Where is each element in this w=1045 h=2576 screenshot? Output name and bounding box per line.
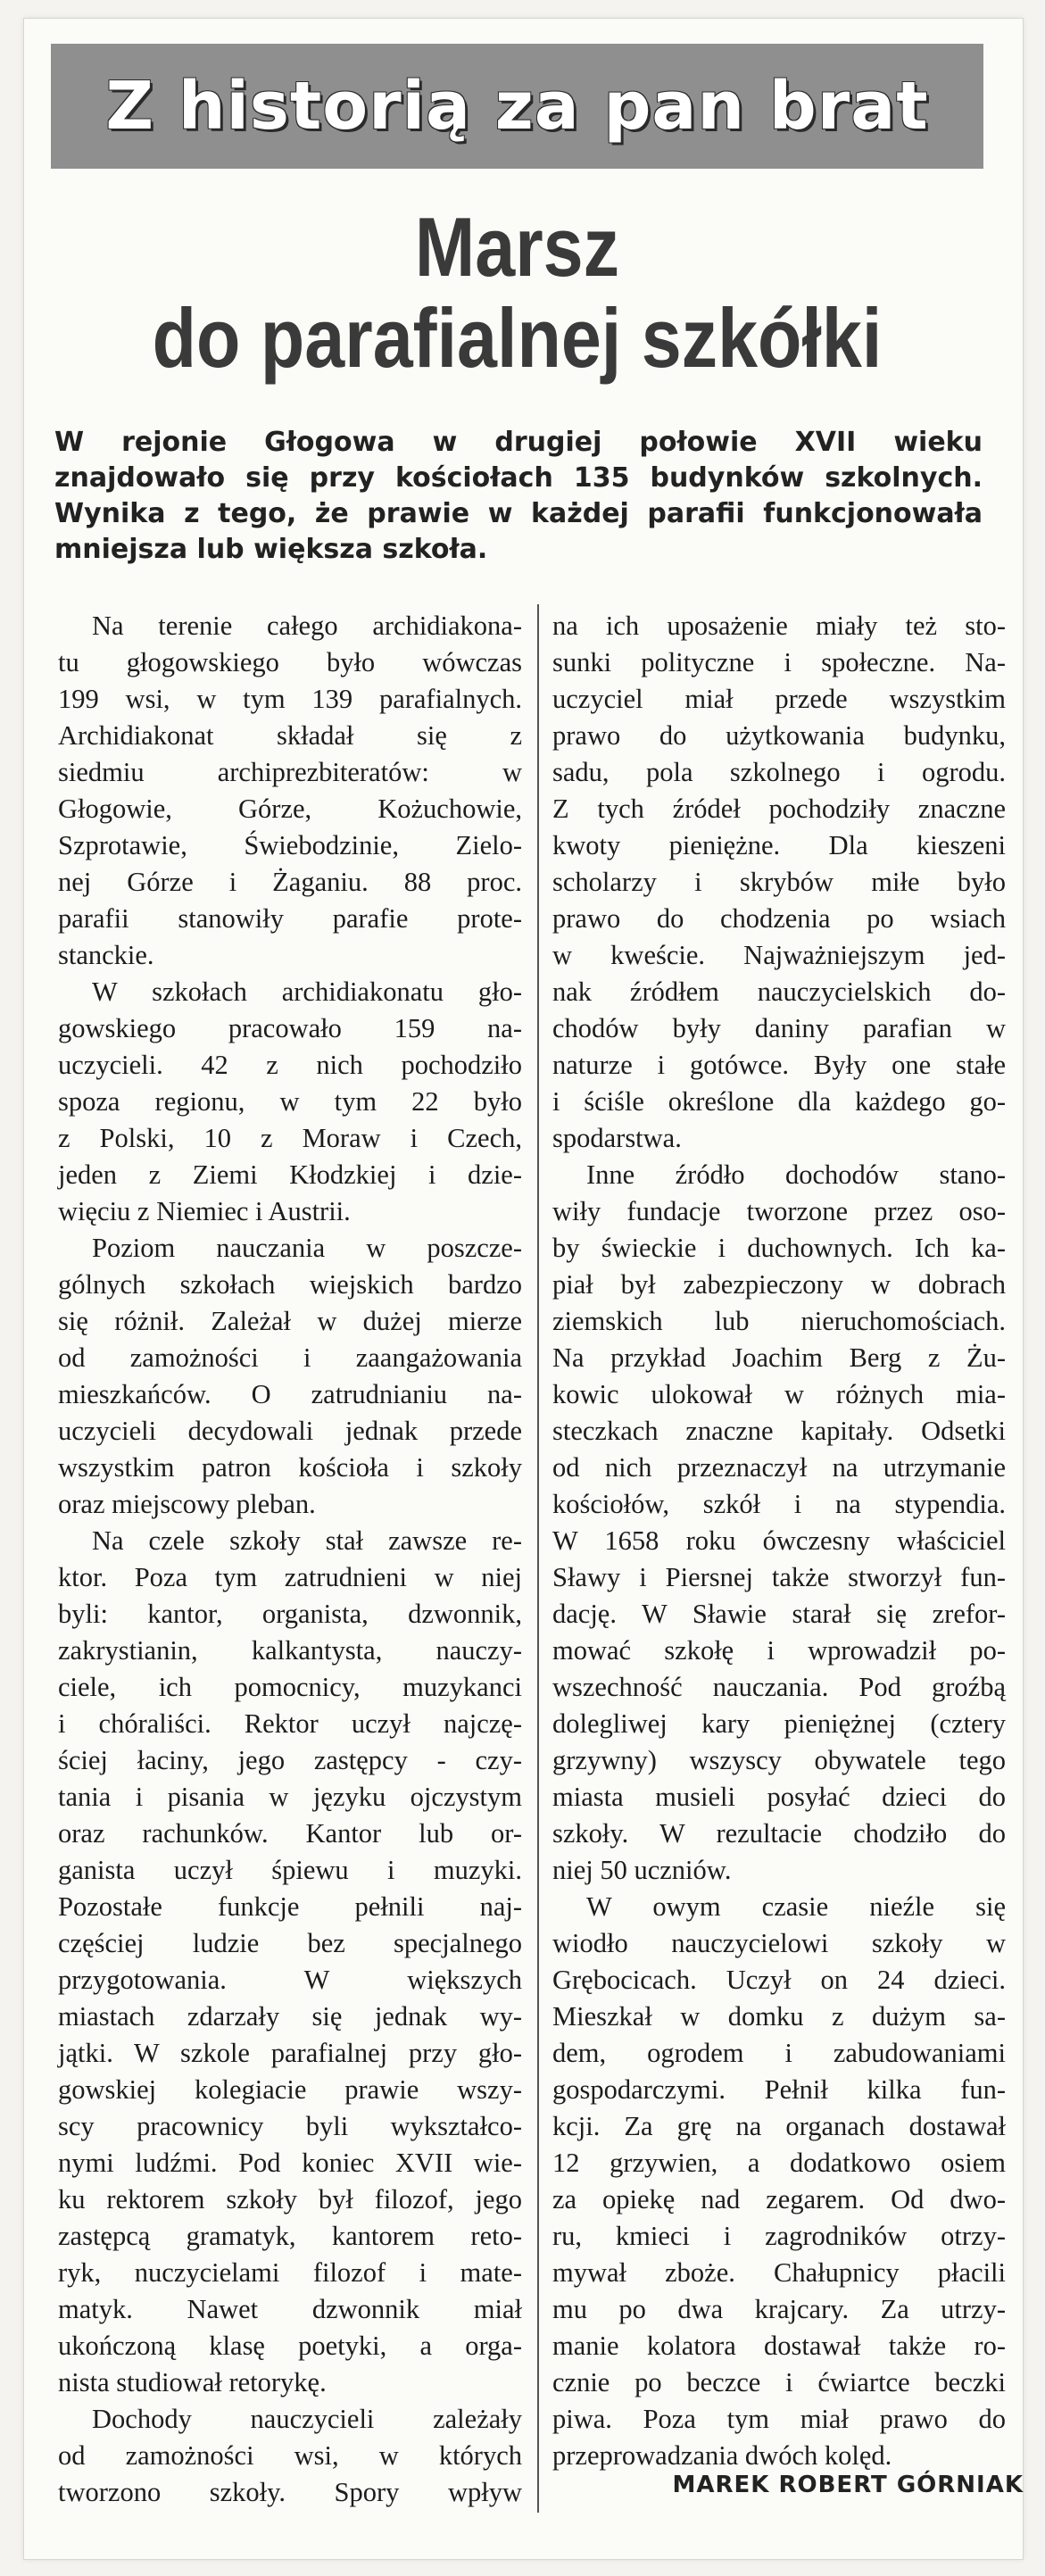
body-text-line: oraz miejscowy pleban.: [58, 1489, 316, 1519]
body-text-line: W owym czasie nieźle się: [586, 1891, 1006, 1922]
body-text-line: mieszkańców. O zatrudnianiu na-: [58, 1379, 522, 1409]
body-text-line: kcji. Za grę na organach dostawał: [552, 2111, 1006, 2141]
body-text-line: w kweście. Najważniejszym jed-: [552, 940, 1006, 970]
body-text-line: tania i pisania w języku ojczystym: [58, 1782, 522, 1812]
body-text-line: uczycieli. 42 z nich pochodziło: [58, 1050, 522, 1080]
body-text-line: piał był zabezpieczony w dobrach: [552, 1269, 1006, 1300]
body-text-line: gowskiego pracowało 159 na-: [58, 1013, 522, 1043]
body-text-line: z Polski, 10 z Moraw i Czech,: [58, 1123, 522, 1153]
body-text-line: oraz rachunków. Kantor lub or-: [58, 1818, 522, 1849]
body-text-line: mu po dwa krajcary. Za utrzy-: [552, 2294, 1006, 2324]
body-text-line: spoza regionu, w tym 22 było: [58, 1086, 522, 1117]
newspaper-clipping: [23, 18, 1024, 2560]
body-text-line: i chóraliści. Rektor uczył najczę-: [58, 1708, 522, 1739]
body-text-line: Archidiakonat składał się z: [58, 720, 522, 751]
body-text-line: 12 grzywien, a dodatkowo osiem: [552, 2148, 1006, 2178]
author-signature: MAREK ROBERT GÓRNIAK: [672, 2472, 1024, 2498]
body-text-line: od nich przeznaczył na utrzymanie: [552, 1452, 1006, 1483]
body-text-line: nej Górze i Żaganiu. 88 proc.: [58, 867, 522, 897]
lead-line: znajdowało się przy kościołach 135 budynków szkolnych.: [54, 462, 983, 494]
body-text-line: kościołów, szkół i na stypendia.: [552, 1489, 1006, 1519]
body-text-line: ukończoną klasę poetyki, a orga-: [58, 2331, 522, 2361]
body-text-line: nista studiował retorykę.: [58, 2367, 327, 2397]
body-text-line: stanckie.: [58, 940, 154, 970]
section-banner-text: Z historią za pan brat: [105, 68, 929, 145]
body-text-line: wszechność nauczania. Pod groźbą: [552, 1672, 1006, 1702]
body-text-line: tu głogowskiego było wówczas: [58, 647, 522, 677]
body-text-line: byli: kantor, organista, dzwonnik,: [58, 1599, 522, 1629]
lead-line: mniejsza lub większa szkoła.: [54, 534, 488, 565]
body-text-line: Sławy i Piersnej także stworzył fun-: [552, 1562, 1006, 1592]
body-text-line: na ich uposażenie miały też sto-: [552, 611, 1006, 641]
article-title-line-1: Marsz: [414, 200, 620, 294]
body-text-line: przeprowadzania dwóch kolęd.: [552, 2440, 892, 2471]
article-title-line-2: do parafialnej szkółki: [152, 291, 883, 385]
body-text-line: scy pracownicy byli wykształco-: [58, 2111, 522, 2141]
body-text-line: szkoły. W rezultacie chodziło do: [552, 1818, 1006, 1849]
body-text-line: Na przykład Joachim Berg z Żu-: [552, 1342, 1006, 1373]
body-text-line: wszystkim patron kościoła i szkoły: [58, 1452, 522, 1483]
body-column-right: [552, 608, 1006, 2474]
body-text-line: ciele, ich pomocnicy, muzykanci: [58, 1672, 522, 1702]
body-column-left: [58, 608, 522, 2511]
body-text-line: W szkołach archidiakonatu gło-: [92, 976, 522, 1007]
body-text-line: siedmiu archiprezbiteratów: w: [58, 757, 522, 787]
body-text-line: piwa. Poza tym miał prawo do: [552, 2404, 1006, 2434]
body-text-line: Na czele szkoły stał zawsze re-: [92, 1525, 522, 1556]
body-text-line: więciu z Niemiec i Austrii.: [58, 1196, 351, 1226]
body-text-line: się różnił. Zależał w dużej mierze: [58, 1306, 522, 1336]
body-text-line: chodów były daniny parafian w: [552, 1013, 1006, 1043]
body-text-line: grzywny) wszyscy obywatele tego: [552, 1745, 1006, 1775]
body-text-line: uczyciel miał przede wszystkim: [552, 684, 1006, 714]
body-text-line: kowic ulokował w różnych mia-: [552, 1379, 1006, 1409]
body-text-line: prawo do chodzenia po wsiach: [552, 903, 1006, 934]
body-text-line: by świeckie i duchownych. Ich ka-: [552, 1233, 1006, 1263]
body-text-line: i ściśle określone dla każdego go-: [552, 1086, 1006, 1117]
body-text-line: tworzono szkoły. Spory wpływ: [58, 2477, 522, 2507]
body-text-line: ziemskich lub nieruchomościach.: [552, 1306, 1006, 1336]
body-text-line: cznie po beczce i ćwiartce beczki: [552, 2367, 1006, 2397]
body-text-line: mować szkołę i wprowadził po-: [552, 1635, 1006, 1666]
body-text-line: częściej ludzie bez specjalnego: [58, 1928, 522, 1958]
column-divider: [537, 604, 539, 2513]
body-text-line: od zamożności wsi, w których: [58, 2440, 522, 2471]
body-text-line: nak źródłem nauczycielskich do-: [552, 976, 1006, 1007]
lead-line: Wynika z tego, że prawie w każdej parafii funkcjonowała: [54, 498, 983, 529]
body-text-line: ściej łaciny, jego zastępcy - czy-: [58, 1745, 522, 1775]
body-text-line: zastępcą gramatyk, kantorem reto-: [58, 2221, 522, 2251]
body-text-line: prawo do użytkowania budynku,: [552, 720, 1006, 751]
body-text-line: steczkach znaczne kapitały. Odsetki: [552, 1416, 1006, 1446]
body-text-line: dolegliwej kary pieniężnej (cztery: [552, 1708, 1006, 1739]
body-text-line: uczycieli decydowali jednak przede: [58, 1416, 522, 1446]
body-text-line: Szprotawie, Świebodzinie, Zielo-: [58, 830, 522, 860]
body-text-line: ru, kmieci i zagrodników otrzy-: [552, 2221, 1006, 2251]
body-text-line: Na terenie całego archidiakona-: [92, 611, 522, 641]
article-lead: [54, 425, 983, 568]
body-text-line: Dochody nauczycieli zależały: [92, 2404, 522, 2434]
body-text-line: miasta musieli posyłać dzieci do: [552, 1782, 1006, 1812]
body-text-line: parafii stanowiły parafie prote-: [58, 903, 522, 934]
body-text-line: W 1658 roku ówczesny właściciel: [552, 1525, 1006, 1556]
body-text-line: sadu, pola szkolnego i ogrodu.: [552, 757, 1006, 787]
body-text-line: Pozostałe funkcje pełnili naj-: [58, 1891, 522, 1922]
body-text-line: zakrystianin, kalkantysta, nauczy-: [58, 1635, 522, 1666]
body-text-line: ktor. Poza tym zatrudnieni w niej: [58, 1562, 522, 1592]
body-text-line: niej 50 uczniów.: [552, 1855, 732, 1885]
body-text-line: manie kolatora dostawał także ro-: [552, 2331, 1006, 2361]
lead-line: W rejonie Głogowa w drugiej połowie XVII wieku: [54, 427, 983, 458]
body-text-line: ryk, nuczycielami filozof i mate-: [58, 2257, 522, 2288]
body-text-line: ku rektorem szkoły był filozof, jego: [58, 2184, 522, 2215]
body-text-line: miastach zdarzały się jednak wy-: [58, 2001, 522, 2032]
body-text-line: Poziom nauczania w poszcze-: [92, 1233, 522, 1263]
body-text-line: dację. W Sławie starał się zrefor-: [552, 1599, 1006, 1629]
section-banner: [51, 44, 983, 169]
body-text-line: wiły fundacje tworzone przez oso-: [552, 1196, 1006, 1226]
body-text-line: wiodło nauczycielowi szkoły w: [552, 1928, 1006, 1958]
body-text-line: nymi ludźmi. Pod koniec XVII wie-: [58, 2148, 522, 2178]
body-text-line: od zamożności i zaangażowania: [58, 1342, 522, 1373]
body-text-line: za opiekę nad zegarem. Od dwo-: [552, 2184, 1006, 2215]
body-text-line: gólnych szkołach wiejskich bardzo: [58, 1269, 522, 1300]
body-text-line: gowskiej kolegiacie prawie wszy-: [58, 2074, 522, 2105]
body-text-line: gospodarczymi. Pełnił kilka fun-: [552, 2074, 1006, 2105]
body-text-line: dem, ogrodem i zabudowaniami: [552, 2038, 1006, 2068]
body-text-line: przygotowania. W większych: [58, 1965, 522, 1995]
body-text-line: 199 wsi, w tym 139 parafialnych.: [58, 684, 522, 714]
body-text-line: Inne źródło dochodów stano-: [586, 1159, 1006, 1190]
body-text-line: Głogowie, Górze, Kożuchowie,: [58, 794, 522, 824]
body-text-line: jeden z Ziemi Kłodzkiej i dzie-: [58, 1159, 522, 1190]
body-text-line: matyk. Nawet dzwonnik miał: [58, 2294, 522, 2324]
body-text-line: ganista uczył śpiewu i muzyki.: [58, 1855, 522, 1885]
body-text-line: spodarstwa.: [552, 1123, 682, 1153]
body-text-line: naturze i gotówce. Były one stałe: [552, 1050, 1006, 1080]
article-title: [116, 202, 918, 384]
body-text-line: Grębocicach. Uczył on 24 dzieci.: [552, 1965, 1006, 1995]
body-text-line: scholarzy i skrybów miłe było: [552, 867, 1006, 897]
body-text-line: jątki. W szkole parafialnej przy gło-: [58, 2038, 522, 2068]
body-text-line: mywał zboże. Chałupnicy płacili: [552, 2257, 1006, 2288]
body-text-line: Z tych źródeł pochodziły znaczne: [552, 794, 1006, 824]
body-text-line: Mieszkał w domku z dużym sa-: [552, 2001, 1006, 2032]
body-text-line: kwoty pieniężne. Dla kieszeni: [552, 830, 1006, 860]
body-text-line: sunki polityczne i społeczne. Na-: [552, 647, 1006, 677]
